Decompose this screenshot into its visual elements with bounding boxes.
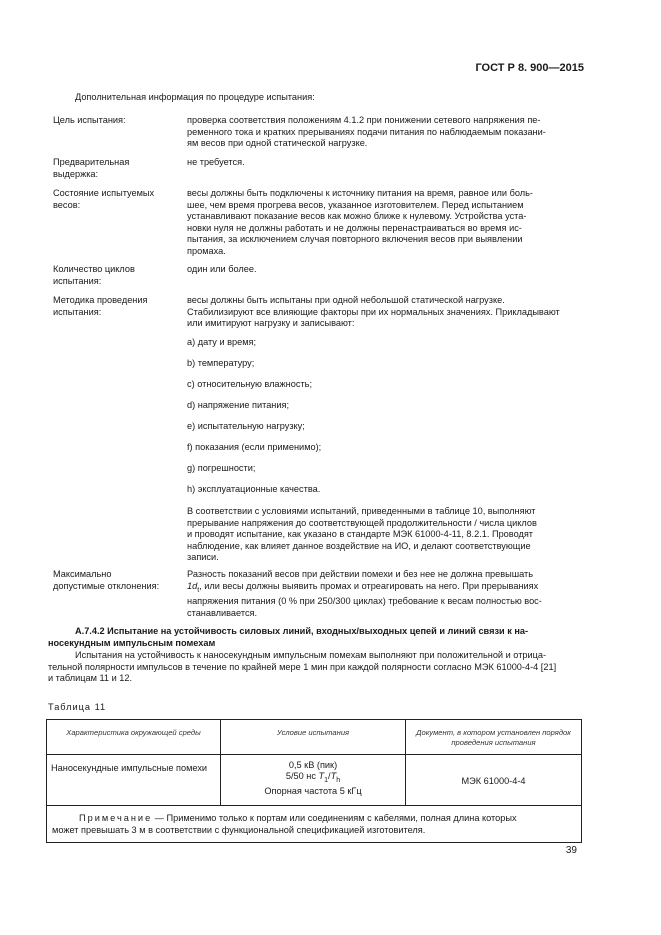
- label-line: допустимые отклонения:: [53, 580, 160, 591]
- t-subscript: h: [336, 776, 341, 784]
- slash: /: [328, 771, 331, 781]
- method-item: d) напряжение питания;: [187, 400, 290, 410]
- d-subscript: t: [197, 586, 200, 594]
- method-label: [53, 295, 178, 318]
- maxdev-text: [187, 569, 576, 619]
- section-body-line: Испытания на устойчивость к наносекундным импульсным помехам выполняют при положительной и отрица-: [75, 650, 547, 660]
- section-title-line: А.7.4.2 Испытание на устойчивость силовых линий, входных/выходных цепей и линий связи к на-: [75, 626, 529, 636]
- method-item: h) эксплуатационные качества.: [187, 484, 321, 494]
- t-symbol: T: [318, 771, 325, 781]
- label-line: Состояние испытуемых: [53, 188, 155, 198]
- after-line: наблюдение, как влияет данное воздействие на ИО, и делают соответствующие: [187, 540, 531, 551]
- table-header-row: [47, 720, 582, 755]
- maxdev-line: станавливается.: [187, 607, 258, 618]
- maxdev-line: напряжения питания (0 % при 250/300 циклах) требование к весам полностью вос-: [187, 596, 542, 607]
- maxdev-label: [53, 569, 178, 592]
- d-symbol: 1d: [187, 580, 198, 591]
- state-line: устанавливают показание весов как можно ближе к нулевому. Устройства уста-: [187, 211, 527, 222]
- method-item: b) температуру;: [187, 358, 255, 368]
- cycles-label: [53, 264, 178, 287]
- after-line: записи.: [187, 552, 219, 563]
- maxdev-line: [187, 581, 576, 596]
- intro-text: Дополнительная информация по процедуре испытания:: [75, 92, 315, 102]
- note-cell: [47, 805, 582, 842]
- condition-line: 0,5 кВ (пик): [288, 760, 338, 770]
- state-line: шее, чем время прогрева весов, указанное изготовителем. Перед испытанием: [187, 199, 524, 210]
- goal-label: Цель испытания:: [53, 115, 126, 125]
- label-line: Максимально: [53, 569, 112, 579]
- preload-label: [53, 157, 178, 180]
- note-text: — Применимо только к портам или соединениям с кабелями, полная длина которых: [152, 812, 517, 823]
- section-body-line: и таблицам 11 и 12.: [48, 673, 133, 684]
- goal-line: ременного тока и кратких прерываниях подачи питания по наблюдаемым показани-: [187, 126, 546, 137]
- method-line: или имитируют нагрузку и записывают:: [187, 318, 355, 329]
- note-text: может превышать 3 м в соответствии с функциональной спецификацией изготовителя.: [52, 824, 426, 835]
- state-line: новки нуля не должны работать и не должны перенастраиваться во время ис-: [187, 222, 522, 233]
- goal-line: ям весов при одной статической нагрузке.: [187, 138, 368, 149]
- state-line: пытания, за исключением случая повторного включения весов при выявлении: [187, 234, 523, 245]
- label-line: весов:: [53, 199, 81, 210]
- method-item: а) дату и время;: [187, 337, 257, 347]
- method-line: весы должны быть испытаны при одной небольшой статической нагрузке.: [187, 295, 505, 305]
- t-subscript: 1: [324, 776, 329, 784]
- preload-text: не требуется.: [187, 157, 245, 167]
- after-line: прерывание напряжения до соответствующей продолжительности / числа циклов: [187, 517, 537, 528]
- maxdev-line: Разность показаний весов при действии помехи и без нее не должна превышать: [187, 569, 534, 579]
- page-number: 39: [565, 845, 577, 856]
- after-line: В соответствии с условиями испытаний, приведенными в таблице 10, выполняют: [187, 506, 536, 516]
- table-header-cell: Условие испытания: [221, 720, 406, 755]
- cycles-text: один или более.: [187, 264, 257, 274]
- label-line: испытания:: [53, 275, 102, 286]
- condition-cell: [221, 755, 406, 806]
- label-line: Предварительная: [53, 157, 130, 167]
- label-line: выдержка:: [53, 168, 99, 179]
- table-header-cell: Документ, в котором установлен порядок проведения испытания: [406, 720, 582, 755]
- method-item: e) испытательную нагрузку;: [187, 421, 305, 431]
- table-caption: Таблица 11: [48, 702, 107, 712]
- condition-line: Опорная частота 5 кГц: [264, 785, 362, 796]
- doc-cell: МЭК 61000-4-4: [406, 755, 582, 806]
- method-item: f) показания (если применимо);: [187, 442, 322, 452]
- standard-header: ГОСТ Р 8. 900—2015: [475, 62, 584, 74]
- method-line: Стабилизируют все влияющие факторы при их нормальных значениях. Прикладывают: [187, 306, 560, 317]
- goal-text: [187, 115, 576, 150]
- goal-line: проверка соответствия положениям 4.1.2 при понижении сетевого напряжения пе-: [187, 115, 541, 125]
- method-after: [187, 506, 576, 564]
- section-body-line: тельной полярности импульсов в течение по крайней мере 1 мин при каждой полярности согласно МЭК 61000-4-4 [21]: [48, 661, 557, 672]
- table-note-row: [47, 805, 582, 842]
- label-line: Количество циклов: [53, 264, 135, 274]
- t-symbol: T: [330, 771, 337, 781]
- section-title: [48, 626, 581, 649]
- method-item: c) относительную влажность;: [187, 379, 313, 389]
- state-line: промаха.: [187, 245, 226, 256]
- state-label: [53, 188, 178, 211]
- method-item: g) погрешности;: [187, 463, 256, 473]
- label-line: Методика проведения: [53, 295, 148, 305]
- condition-line: [225, 771, 401, 786]
- section-title-line: носекундным импульсным помехам: [48, 637, 216, 648]
- label-line: испытания:: [53, 306, 102, 317]
- state-text: [187, 188, 576, 258]
- method-text: [187, 295, 576, 330]
- table-header-cell: Характеристика окружающей среды: [47, 720, 221, 755]
- note-label: Примечание: [79, 812, 153, 823]
- env-cell: Наносекундные импульсные помехи: [47, 755, 221, 806]
- state-line: весы должны быть подключены к источнику питания на время, равное или боль-: [187, 188, 533, 198]
- table-11: [46, 719, 582, 843]
- cond-text: 5/50 нс: [285, 771, 319, 781]
- maxdev-line-rest: , или весы должны выявить промах и отреагировать на него. При прерываниях: [199, 580, 539, 591]
- section-body: [48, 650, 582, 685]
- after-line: и проводят испытание, как указано в стандарте МЭК 61000-4-11, 8.2.1. Проводят: [187, 529, 534, 540]
- table-row: [47, 755, 582, 806]
